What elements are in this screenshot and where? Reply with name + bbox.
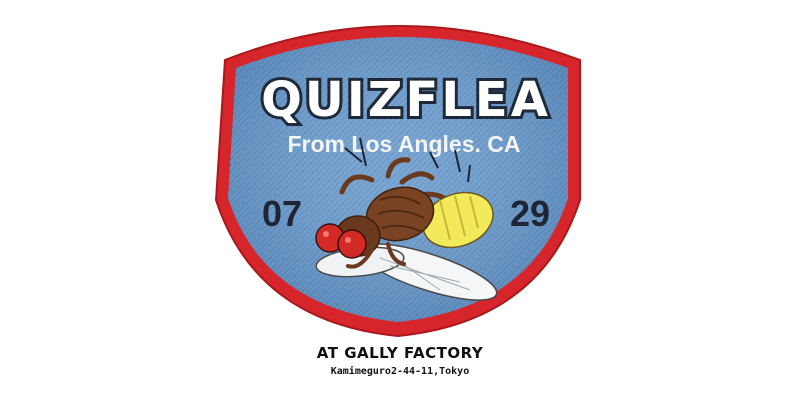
patch-title: QUIZFLEA [261, 72, 551, 128]
date-month: 07 [261, 193, 303, 234]
patch-subtitle: From Los Angles. CA [287, 131, 521, 157]
date-day: 29 [509, 193, 551, 234]
venue-name: AT GALLY FACTORY [316, 344, 484, 362]
venue-address: Kamimeguro2-44-11,Tokyo [330, 366, 470, 377]
